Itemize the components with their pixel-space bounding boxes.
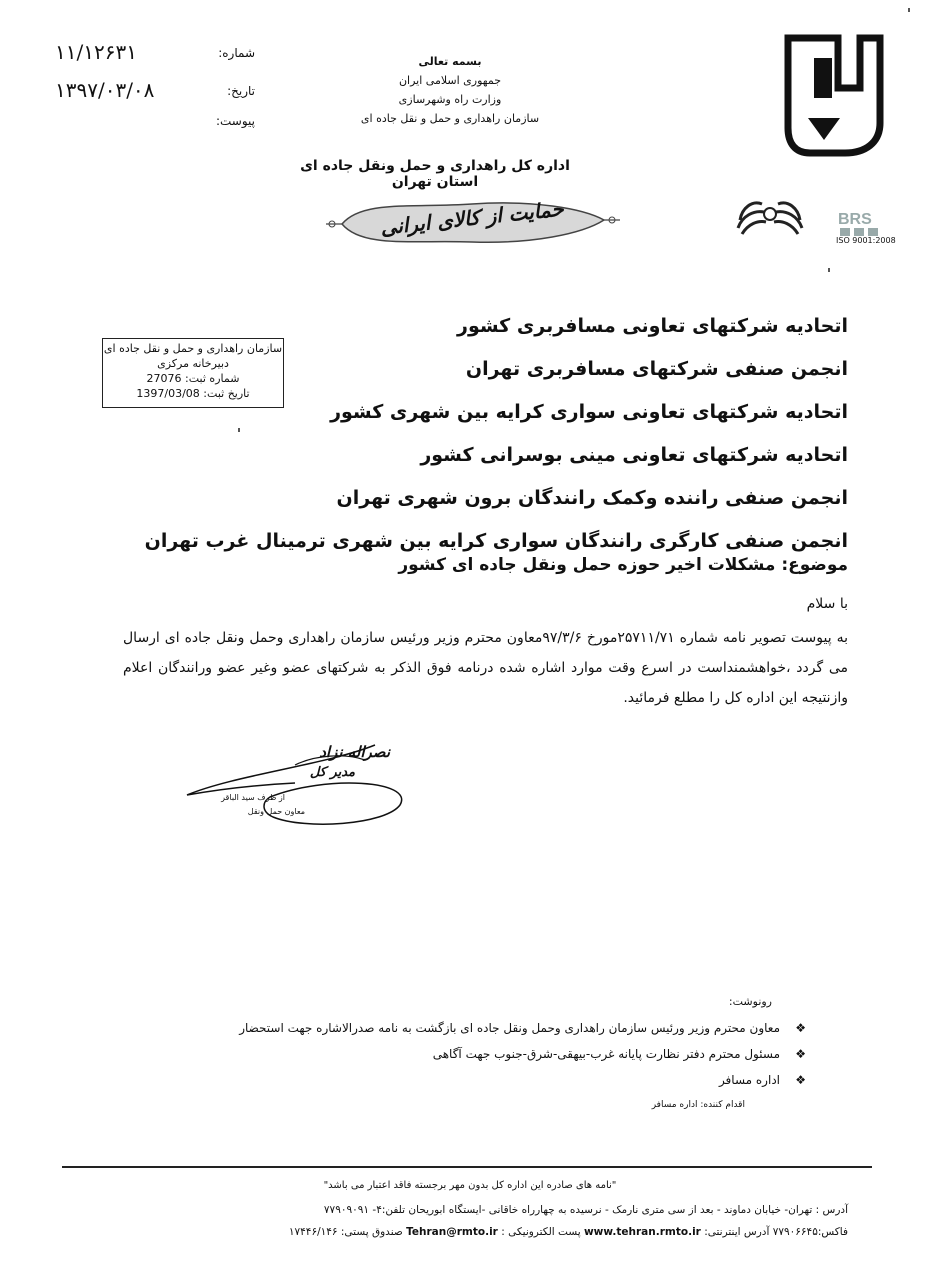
copies-title: رونوشت: — [728, 995, 772, 1008]
recipient-list — [145, 305, 848, 563]
number-value: ۱۱/۱۲۶۳۱ — [55, 40, 137, 64]
org-title: اداره کل راهداری و حمل ونقل جاده ای استان تهران — [300, 158, 570, 190]
scan-speck — [828, 268, 830, 272]
letter-meta — [55, 40, 255, 128]
footer-email-label: پست الکترونیکی : — [501, 1226, 581, 1238]
recipient-line: اتحادیه شرکتهای تعاونی سواری کرایه بین شهری کشور — [330, 401, 848, 423]
recipient-line: اتحادیه شرکتهای تعاونی مسافربری کشور — [457, 315, 848, 337]
letterhead-line: بسمه تعالی — [418, 55, 482, 68]
footer-address: آدرس : تهران- خیابان دماوند - بعد از سی متری نارمک - نرسیده به چهارراه خاقانی -ایستگاه ابوریحان تلفن:۴- ۷۷۹۰۹۰۹۱ — [323, 1204, 848, 1216]
footer-email[interactable]: Tehran@rmto.ir — [406, 1226, 498, 1238]
iso-standard-text: ISO 9001:2008 — [836, 236, 896, 245]
signature-stamp-line: از طرف سید الباقر — [221, 793, 285, 802]
copy-item-text: اداره مسافر — [718, 1073, 780, 1087]
stamp-line: تاریخ ثبت: 1397/03/08 — [136, 387, 250, 400]
footer-website-label: آدرس اینترنتی: — [704, 1226, 770, 1238]
scan-speck — [908, 8, 910, 12]
stamp-line: سازمان راهداری و حمل و نقل جاده ای — [103, 342, 283, 355]
recipient-line: انجمن صنفی شرکتهای مسافربری تهران — [465, 358, 848, 380]
bullet-icon: ❖ — [795, 1021, 806, 1035]
letterhead — [300, 52, 600, 128]
brs-logo-text: BRS — [838, 211, 872, 228]
footer-contact — [289, 1226, 848, 1238]
scan-speck — [238, 428, 240, 432]
subject-line: موضوع: مشکلات اخیر حوزه حمل ونقل جاده ای کشور — [398, 555, 848, 575]
footer-pobox: صندوق پستی: ۱۷۴۴۶/۱۴۶ — [288, 1226, 403, 1238]
recipient-line: اتحادیه شرکتهای تعاونی مینی بوسرانی کشور — [420, 444, 848, 466]
recipient-line: انجمن صنفی کارگری رانندگان سواری کرایه بین شهری ترمینال غرب تهران — [144, 530, 848, 552]
copy-item-text: معاون محترم وزیر ورئیس سازمان راهداری وحمل ونقل جاده ای بازگشت به نامه صدرالاشاره جهت استحضار — [239, 1021, 780, 1035]
stamp-line: دبیرخانه مرکزی — [157, 357, 229, 370]
copy-item — [239, 1041, 806, 1067]
date-label: تاریخ: — [227, 84, 255, 98]
letterhead-line: وزارت راه وشهرسازی — [398, 93, 502, 106]
footer-note: "نامه های صادره این اداره کل بدون مهر برجسته فاقد اعتبار می باشد" — [323, 1180, 617, 1191]
attachment-label: پیوست: — [215, 114, 255, 128]
signature-block — [175, 735, 415, 845]
bullet-icon: ❖ — [795, 1073, 806, 1087]
letterhead-line: جمهوری اسلامی ایران — [398, 74, 502, 87]
letterhead-line: سازمان راهداری و حمل و نقل جاده ای — [360, 112, 540, 125]
footer-fax: فاکس:۷۷۹۰۶۶۴۵ — [772, 1226, 848, 1238]
date-value: ۱۳۹۷/۰۳/۰۸ — [55, 78, 155, 102]
footer-website[interactable]: www.tehran.rmto.ir — [583, 1226, 701, 1238]
copies-section — [729, 995, 772, 1016]
slogan-text: حمایت از کالای ایرانی — [379, 196, 565, 240]
rmto-logo-icon — [780, 28, 890, 158]
copies-list — [239, 1015, 806, 1093]
number-label: شماره: — [218, 46, 255, 60]
stamp-line: شماره ثبت: 27076 — [146, 372, 240, 385]
recipient-line: انجمن صنفی راننده وکمک رانندگان برون شهری تهران — [336, 487, 848, 509]
copy-item-text: مسئول محترم دفتر نظارت پایانه غرب-بیهقی-شرق-جنوب جهت آگاهی — [432, 1047, 780, 1061]
slogan-banner — [322, 190, 622, 254]
copy-item — [239, 1067, 806, 1093]
footer-divider — [62, 1166, 872, 1168]
action-by: اقدام کننده: اداره مسافر — [651, 1100, 745, 1110]
copy-item — [239, 1015, 806, 1041]
signer-title: مدیر کل — [309, 765, 355, 780]
bullet-icon: ❖ — [795, 1047, 806, 1061]
greeting: با سلام — [806, 596, 848, 612]
letter-body: به پیوست تصویر نامه شماره ۲۵۷۱۱/۷۱مورخ ۹۷/۳/۶معاون محترم وزیر ورئیس سازمان راهداری وحمل ونقل جاده ای ارسال می گردد ،خواهشمنداست در اسرع وقت موارد اشاره شده درنامه فوق الذکر به شرکتهای عضو وغیر عضو ورانندگان اعلام وازنتیجه این اداره کل را مطلع فرمائید. — [123, 630, 848, 706]
signature-stamp-line: معاون حمل ونقل — [247, 807, 305, 816]
signer-name: نصراله نزاد — [319, 743, 390, 761]
